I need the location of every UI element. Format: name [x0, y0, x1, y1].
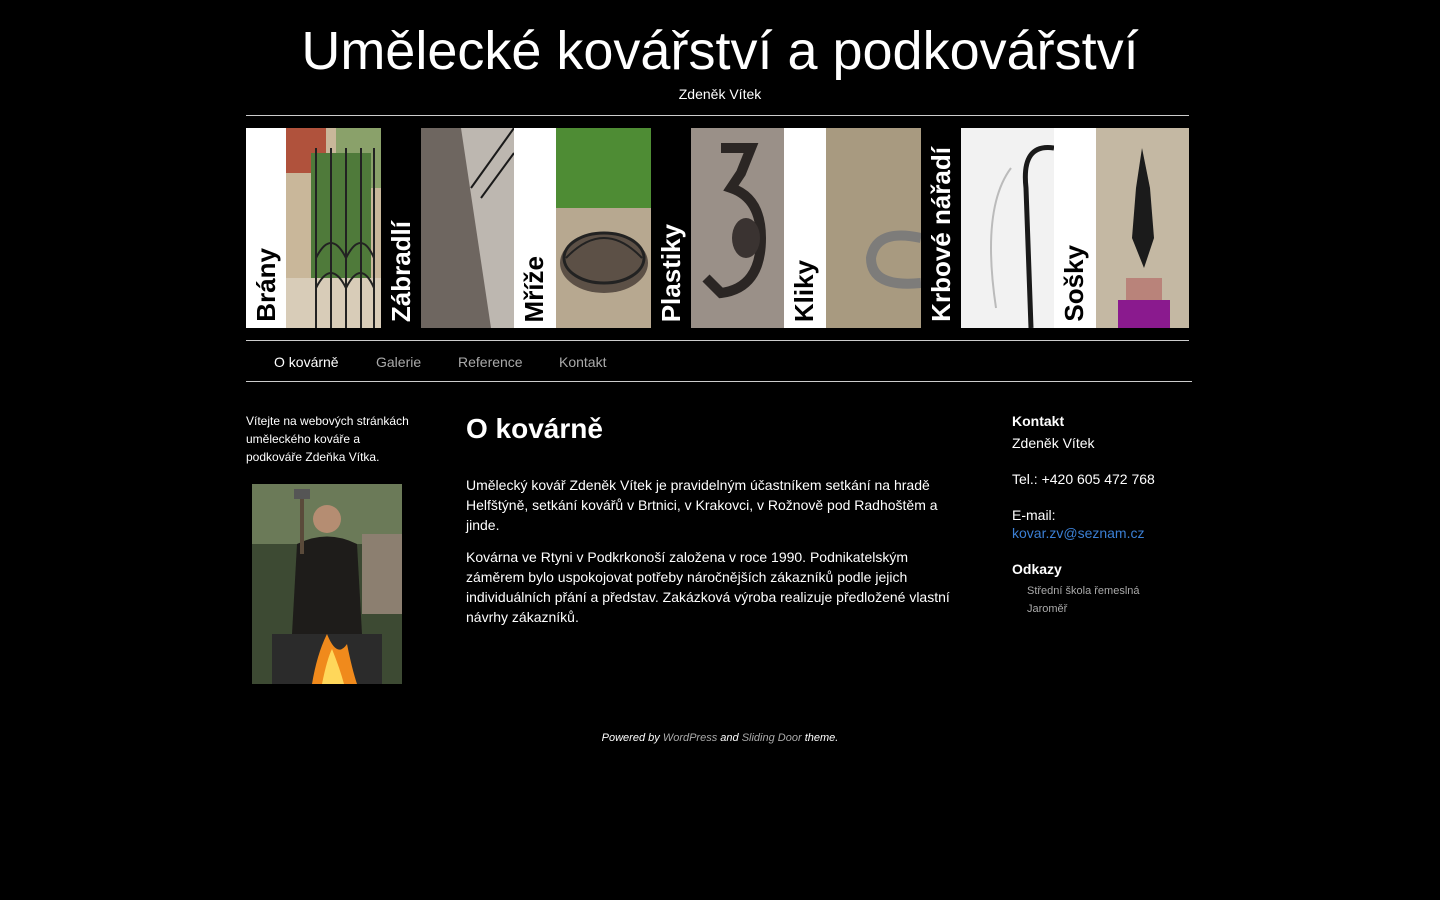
welcome-text: Vítejte na webových stránkách uměleckého kováře a podkováře Zdeňka Vítka. — [246, 414, 409, 464]
footer-theme-link[interactable]: Sliding Door — [741, 732, 802, 744]
footer — [0, 730, 1440, 746]
site-title[interactable]: Umělecké kovářství a podkovářství — [301, 21, 1139, 81]
contact-email-link[interactable]: kovar.zv@seznam.cz — [1012, 525, 1145, 541]
banner-panel-plastiky[interactable] — [651, 128, 691, 328]
header-banner[interactable] — [246, 128, 1189, 328]
banner-panel-kliky[interactable] — [691, 128, 921, 328]
link-stredni-skola[interactable]: Střední škola řemeslná Jaroměř — [1027, 585, 1140, 615]
contact-name: Zdeněk Vítek — [1012, 435, 1095, 451]
fire-tools-photo — [961, 128, 1054, 328]
grate-photo — [556, 128, 651, 328]
footer-theme: theme. — [804, 732, 839, 744]
banner-panel-sosky[interactable] — [961, 128, 1189, 328]
footer-wordpress-link[interactable]: WordPress — [662, 732, 718, 744]
banner-label-kliky[interactable]: Kliky — [789, 259, 819, 322]
statue-photo — [1096, 128, 1189, 328]
banner-label-sosky[interactable]: Sošky — [1059, 245, 1089, 322]
banner-label-zabradli[interactable]: Zábradlí — [386, 220, 416, 322]
contact-phone: Tel.: +420 605 472 768 — [1012, 471, 1155, 487]
banner-panel-krbove-naradi[interactable] — [921, 128, 961, 328]
links-heading: Odkazy — [1012, 561, 1062, 577]
nav-item-kontakt[interactable]: Kontakt — [559, 354, 607, 370]
banner-panel-brany[interactable] — [246, 128, 381, 328]
main-paragraph-2: Kovárna ve Rtyni v Podkrkonoší založena v roce 1990. Podnikatelským záměrem bylo uspokojovat potřeby náročnějších zákazníků podle jejich individuálních přání a představ. Zakázková výroba realizuje předložené vlastní návrhy zákazníků. — [466, 549, 950, 625]
blacksmith-photo — [252, 484, 402, 684]
nav-bottom-divider — [246, 381, 1192, 382]
contact-email-label: E-mail: — [1012, 507, 1056, 523]
nav-item-galerie[interactable]: Galerie — [376, 354, 422, 370]
banner-label-brany[interactable]: Brány — [251, 248, 281, 322]
sculpture-photo — [691, 128, 784, 328]
banner-label-plastiky[interactable]: Plastiky — [656, 223, 686, 322]
page-title: O kovárně — [466, 413, 603, 444]
banner-label-mrize[interactable]: Mříže — [519, 255, 549, 322]
footer-and: and — [720, 732, 739, 744]
header-divider — [246, 115, 1189, 116]
banner-label-krbove-naradi[interactable]: Krbové nářadí — [926, 147, 956, 322]
main-paragraph-1: Umělecký kovář Zdeněk Vítek je pravidelným účastníkem setkání na hradě Helfštýně, setkání kovářů v Brtnici, v Krakovci, v Rožnově pod Radhoštěm a jinde. — [466, 477, 938, 533]
nav-item-o-kovarne[interactable]: O kovárně — [274, 354, 339, 370]
nav-item-reference[interactable]: Reference — [458, 354, 523, 370]
railing-photo — [421, 128, 514, 328]
site-description: Zdeněk Vítek — [678, 86, 762, 102]
contact-heading: Kontakt — [1012, 413, 1065, 429]
gate-photo — [286, 128, 381, 328]
footer-powered: Powered by — [601, 732, 660, 744]
nav-top-divider — [246, 340, 1189, 341]
handle-photo — [826, 128, 921, 328]
banner-panel-zabradli[interactable] — [381, 128, 421, 328]
banner-panel-mrize[interactable] — [421, 128, 651, 328]
